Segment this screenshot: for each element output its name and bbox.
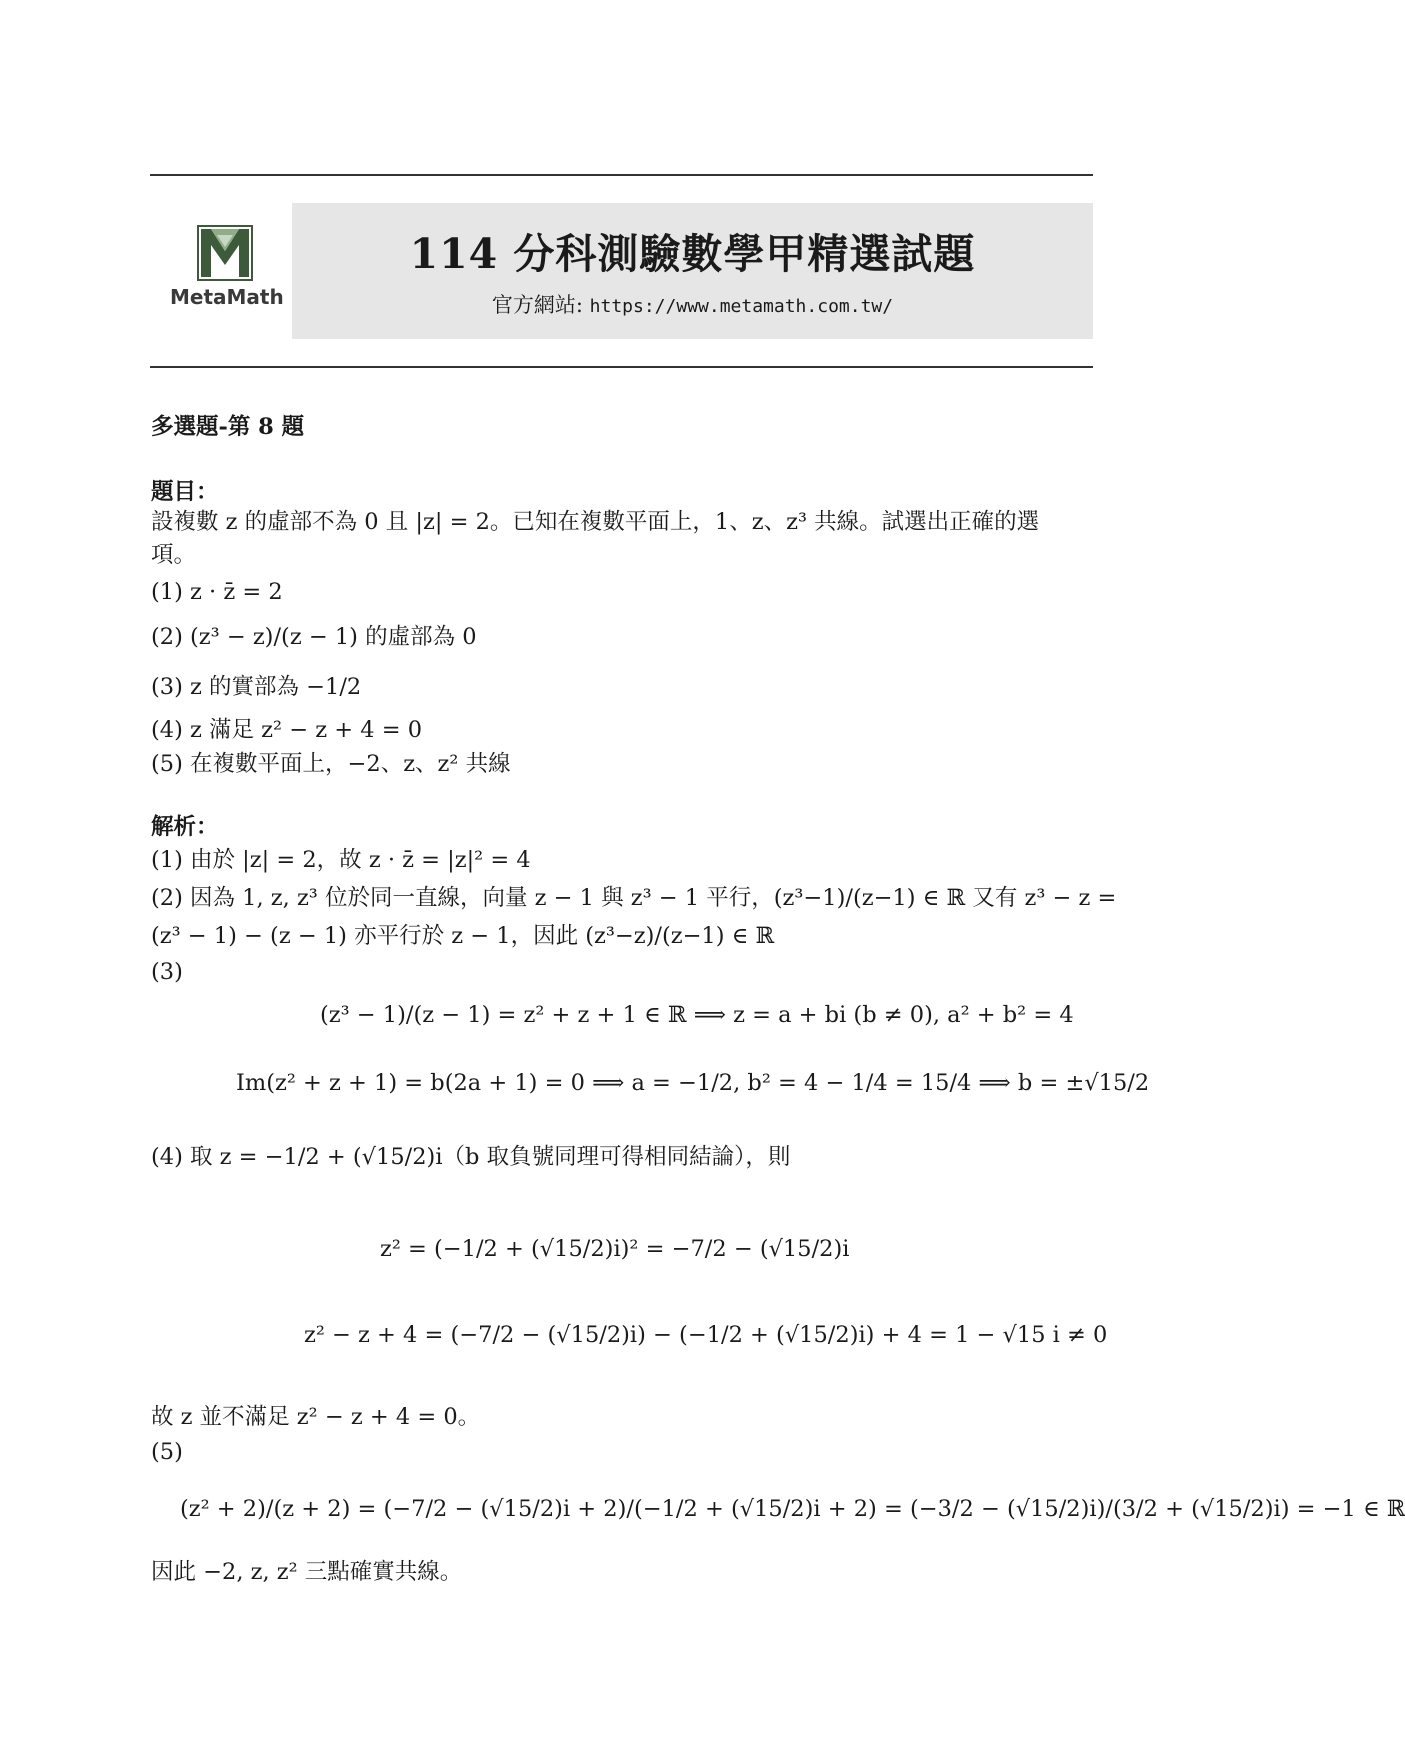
option-5: (5) 在複數平面上，−2、z、z² 共線: [151, 751, 511, 777]
solution-5-equation: (z² + 2)/(z + 2) = (−7/2 − (√15/2)i + 2)/(−1/2 + (√15/2)i + 2) = (−3/2 − (√15/2)i)/(3/2 + (√15/2)i) = −1 ∈ ℝ: [180, 1496, 1405, 1522]
section-heading: 多選題-第 8 題: [151, 414, 305, 440]
question-heading: 題目：: [151, 479, 219, 505]
solution-2-line2: (z³ − 1) − (z − 1) 亦平行於 z − 1，因此 (z³−z)/(z−1) ∈ ℝ: [151, 923, 775, 949]
solution-4-equation-1: z² = (−1/2 + (√15/2)i)² = −7/2 − (√15/2)i: [380, 1236, 850, 1262]
site-label: 官方網站:: [491, 293, 583, 317]
final-conclusion: 因此 −2, z, z² 三點確實共線。: [151, 1559, 463, 1585]
solution-heading: 解析：: [151, 814, 219, 840]
site-url[interactable]: https://www.metamath.com.tw/: [589, 296, 894, 317]
option-2: (2) (z³ − z)/(z − 1) 的虛部為 0: [151, 624, 477, 650]
bottom-rule: [150, 366, 1093, 368]
solution-3-equation-1: (z³ − 1)/(z − 1) = z² + z + 1 ∈ ℝ ⟹ z = a + bi (b ≠ 0), a² + b² = 4: [320, 1002, 1074, 1028]
solution-4-line: (4) 取 z = −1/2 + (√15/2)i（b 取負號同理可得相同結論），則: [151, 1144, 791, 1170]
option-1: (1) z · z̄ = 2: [151, 579, 283, 605]
metamath-logo: [170, 225, 284, 320]
question-stem-line1: 設複數 z 的虛部不為 0 且 |z| = 2。已知在複數平面上，1、z、z³ 共線。試選出正確的選: [151, 509, 1040, 535]
solution-4-conclusion: 故 z 並不滿足 z² − z + 4 = 0。: [151, 1404, 481, 1430]
site-line: [292, 289, 1093, 319]
solution-1: (1) 由於 |z| = 2，故 z · z̄ = |z|² = 4: [151, 847, 531, 873]
solution-4-equation-2: z² − z + 4 = (−7/2 − (√15/2)i) − (−1/2 + (√15/2)i) + 4 = 1 − √15 i ≠ 0: [304, 1322, 1108, 1348]
question-stem-line2: 項。: [151, 542, 197, 568]
solution-5-label: (5): [151, 1439, 183, 1465]
solution-3-equation-2: Im(z² + z + 1) = b(2a + 1) = 0 ⟹ a = −1/2, b² = 4 − 1/4 = 15/4 ⟹ b = ±√15/2: [236, 1070, 1150, 1096]
logo-text: MetaMath: [170, 285, 284, 309]
solution-3-label: (3): [151, 959, 183, 985]
option-4: (4) z 滿足 z² − z + 4 = 0: [151, 717, 423, 743]
option-3: (3) z 的實部為 −1/2: [151, 674, 362, 700]
logo-mark-icon: [197, 225, 253, 281]
document-title: 114 分科測驗數學甲精選試題: [409, 230, 976, 278]
top-rule: [150, 174, 1093, 176]
solution-2-line1: (2) 因為 1, z, z³ 位於同一直線，向量 z − 1 與 z³ − 1 平行，(z³−1)/(z−1) ∈ ℝ 又有 z³ − z =: [151, 885, 1117, 911]
